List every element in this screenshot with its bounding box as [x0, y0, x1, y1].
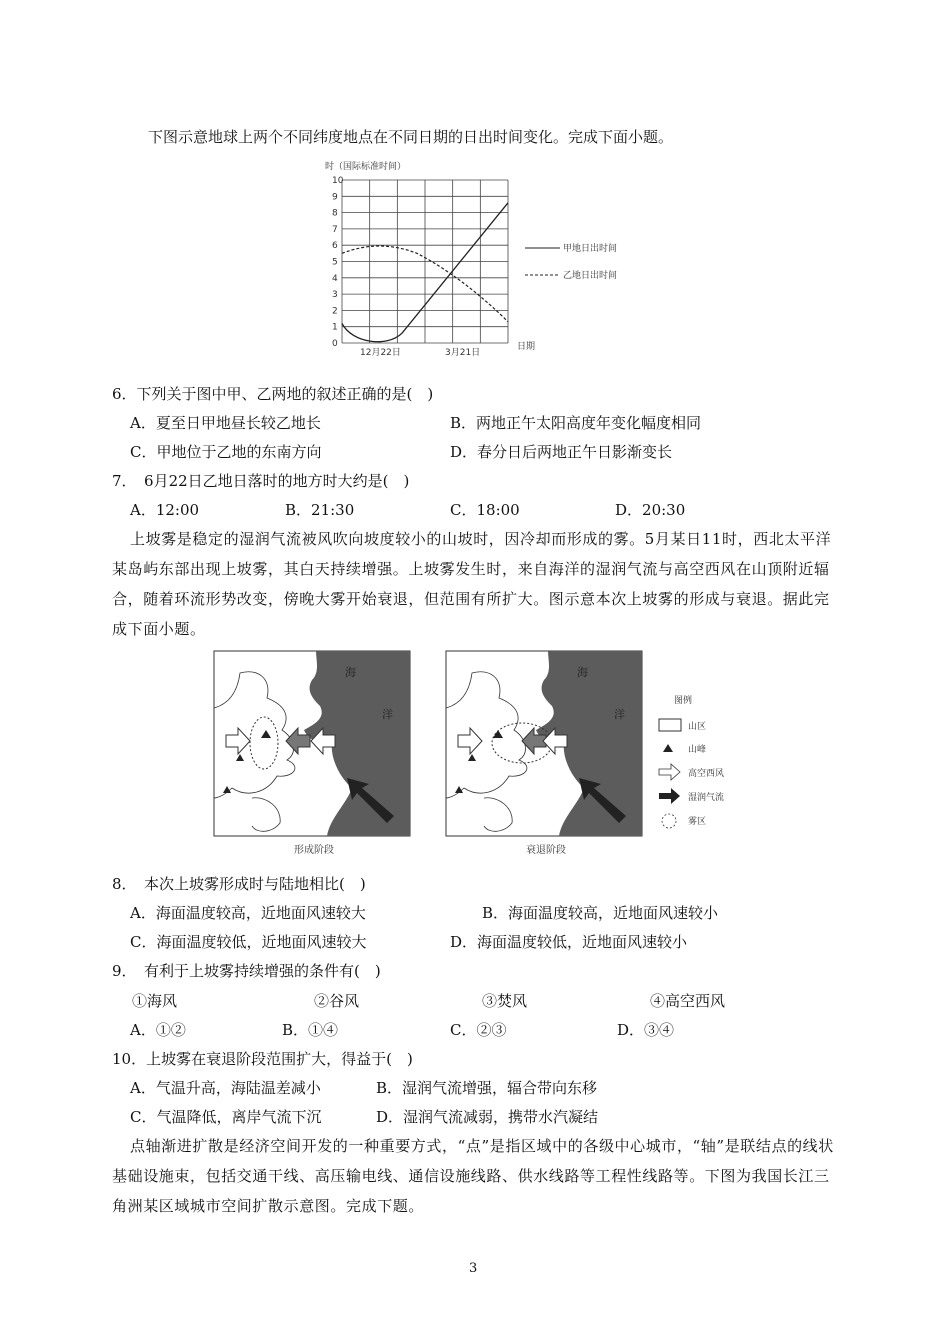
chart-y-tick: 2 — [332, 306, 338, 317]
chart-y-tick: 9 — [332, 192, 338, 203]
q10-option-a[interactable]: A．气温升高，海陆温差减小 — [130, 1079, 321, 1097]
sunrise-chart — [320, 155, 650, 360]
legend-fog-icon — [662, 814, 676, 828]
legend-mountain-label: 山区 — [688, 722, 707, 732]
chart-y-tick: 1 — [332, 322, 338, 333]
q6-option-d[interactable]: D．春分日后两地正午日影渐变长 — [450, 443, 673, 461]
legend-title: 图例 — [674, 696, 693, 706]
q9-item-1: ①海风 — [132, 992, 178, 1010]
q10-option-b[interactable]: B．湿润气流增强，辐合带向东移 — [376, 1079, 598, 1097]
q6-option-a[interactable]: A．夏至日甲地昼长较乙地长 — [130, 414, 321, 432]
q7-option-b[interactable]: B．21:30 — [285, 501, 355, 519]
chart-x-tick-dec22: 12月22日 — [360, 348, 401, 358]
q9-item-4: ④高空西风 — [650, 992, 726, 1010]
chart-y-tick: 8 — [332, 208, 338, 219]
map-legend — [659, 694, 724, 828]
chart-y-tick: 0 — [332, 339, 338, 349]
legend-jia-label: 甲地日出时间 — [563, 244, 618, 254]
legend-westerly-icon — [659, 764, 680, 780]
q8-option-a[interactable]: A．海面温度较高，近地面风速较大 — [130, 904, 366, 922]
sea-label-1: 海 — [345, 666, 356, 679]
legend-westerly-label: 高空西风 — [688, 769, 725, 779]
q10-option-d[interactable]: D．湿润气流减弱，携带水汽凝结 — [376, 1108, 599, 1126]
q7-option-d[interactable]: D．20:30 — [615, 501, 686, 519]
stage-label-decline: 衰退阶段 — [526, 845, 566, 856]
ocean-label-1: 洋 — [382, 708, 393, 721]
q9-stem: 9． 有利于上坡雾持续增强的条件有( ) — [112, 962, 381, 980]
q9-option-d[interactable]: D．③④ — [617, 1021, 675, 1039]
stage-label-formation: 形成阶段 — [294, 845, 334, 856]
q7-stem: 7． 6月22日乙地日落时的地方时大约是( ) — [112, 472, 410, 490]
q8-option-b[interactable]: B．海面温度较高，近地面风速较小 — [482, 904, 719, 922]
q7-option-a[interactable]: A．12:00 — [130, 501, 200, 519]
q6-option-c[interactable]: C．甲地位于乙地的东南方向 — [130, 443, 322, 461]
legend-moist-icon — [659, 788, 680, 804]
panel-decline — [446, 651, 642, 856]
q10-option-c[interactable]: C．气温降低，离岸气流下沉 — [130, 1108, 322, 1126]
chart-y-tick: 4 — [332, 273, 338, 284]
page-number: 3 — [469, 1261, 478, 1276]
intro-paragraph-2: 上坡雾是稳定的湿润气流被风吹向坡度较小的山坡时，因冷却而形成的雾。5月某日11时，西北太平洋某岛屿东部出现上坡雾，其白天持续增强。上坡雾发生时，来自海洋的湿润气流与高空西风在山顶附近辐合，随着环流形势改变，傍晚大雾开始衰退，但范围有所扩大。图示意本次上坡雾的形成与衰退。据此完成下面小题。 — [112, 530, 832, 638]
q6-option-b[interactable]: B．两地正午太阳高度年变化幅度相同 — [450, 414, 702, 432]
legend-mountain-swatch — [659, 719, 681, 731]
chart-x-tick-mar21: 3月21日 — [445, 348, 481, 358]
chart-y-label: 时（国际标准时间） — [325, 162, 407, 172]
q9-option-a[interactable]: A．①② — [130, 1021, 186, 1039]
fog-map-svg — [212, 648, 732, 860]
intro-paragraph-3: 点轴渐进扩散是经济空间开发的一种重要方式，“点”是指区域中的各级中心城市，“轴”是联结点的线状基础设施束，包括交通干线、高压输电线、通信设施线路、供水线路等工程性线路等。下图为我国长江三角洲某区域城市空间扩散示意图。完成下题。 — [112, 1137, 834, 1215]
q9-item-3: ③焚风 — [482, 992, 528, 1010]
sunrise-chart-svg — [320, 155, 650, 360]
q10-stem: 10．上坡雾在衰退阶段范围扩大，得益于( ) — [112, 1050, 413, 1068]
panel-formation — [214, 651, 410, 856]
q9-option-b[interactable]: B．①④ — [282, 1021, 339, 1039]
chart-y-tick: 10 — [332, 176, 344, 186]
legend-fog-label: 雾区 — [688, 817, 707, 827]
sea-label-2: 海 — [577, 666, 588, 679]
intro-paragraph-1: 下图示意地球上两个不同纬度地点在不同日期的日出时间变化。完成下面小题。 — [148, 128, 674, 146]
legend-peak-icon — [663, 744, 673, 752]
chart-y-tick: 5 — [332, 257, 338, 268]
q8-option-c[interactable]: C．海面温度较低，近地面风速较大 — [130, 933, 367, 951]
q8-option-d[interactable]: D．海面温度较低，近地面风速较小 — [450, 933, 688, 951]
q7-option-c[interactable]: C．18:00 — [450, 501, 520, 519]
q8-stem: 8． 本次上坡雾形成时与陆地相比( ) — [112, 875, 366, 893]
legend-peak-label: 山峰 — [688, 745, 707, 755]
chart-x-label: 日期 — [517, 342, 536, 352]
chart-y-tick: 7 — [332, 224, 338, 235]
chart-y-tick: 3 — [332, 290, 338, 301]
chart-grid — [342, 180, 508, 343]
legend-moist-label: 湿润气流 — [688, 793, 725, 803]
q6-stem: 6．下列关于图中甲、乙两地的叙述正确的是( ) — [112, 385, 434, 403]
ocean-label-2: 洋 — [614, 708, 625, 721]
fog-map-figure — [212, 648, 732, 860]
legend-yi-label: 乙地日出时间 — [563, 271, 618, 281]
q9-option-c[interactable]: C．②③ — [450, 1021, 507, 1039]
q9-item-2: ②谷风 — [314, 992, 360, 1010]
chart-y-tick: 6 — [332, 241, 338, 252]
